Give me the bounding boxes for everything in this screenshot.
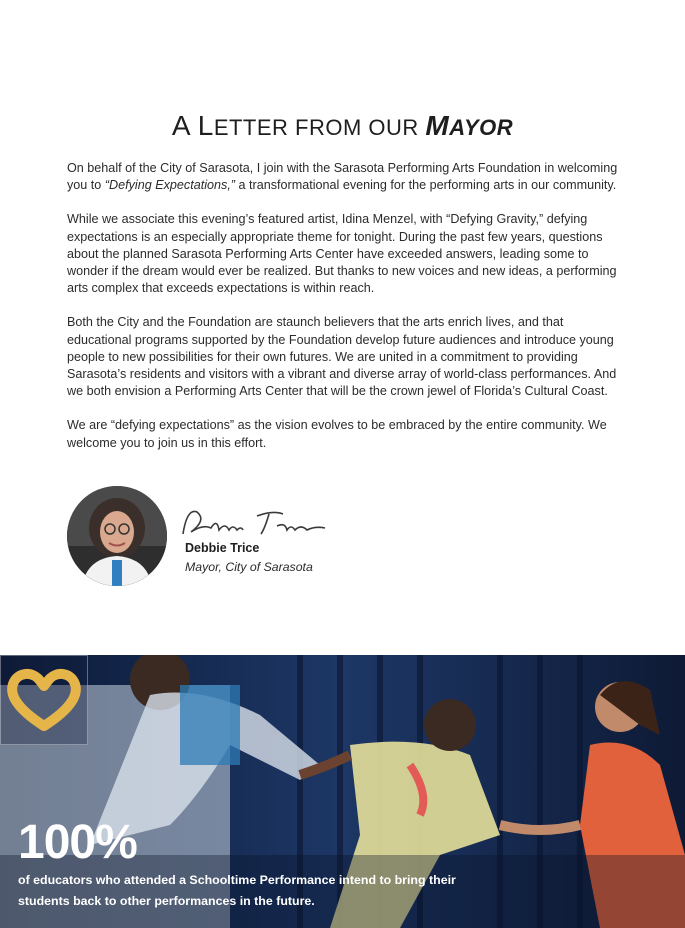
paragraph-1: On behalf of the City of Sarasota, I join with the Sarasota Performing Arts Foundation in welcoming you to “Defying Expectations,” a transformational evening for the performing arts in our community. [67,161,618,193]
mayor-portrait [67,486,167,586]
signature-name: Debbie Trice [185,541,260,555]
heart-icon [1,656,87,744]
signature-role: Mayor, City of Sarasota [185,560,313,574]
stat-description: of educators who attended a Schooltime Performance intend to bring their students back to other performances in the future. [18,873,456,908]
paragraph-3: Both the City and the Foundation are staunch believers that the arts enrich lives, and that educational programs supported by the Foundation develop future audiences and introduce young people to new possibilities for their own futures. We are united in a commitment to providing Sarasota’s residents and visitors with a vibrant and diverse array of world-class performances. And we both envision a Performing Arts Center that will be the crown jewel of Florida’s Cultural Coast. [67,315,617,399]
stat-number: 100% [18,816,137,869]
paragraph-2: While we associate this evening’s featured artist, Idina Menzel, with “Defying Gravity,” defying expectations is an especially appropriate theme for tonight. During the past few years, questions about the planned Sarasota Performing Arts Center have exceeded answers, leading some to wonder if the dream would ever be realized. But thanks to new voices and new ideas, a performing arts complex that exceeds expectations is within reach. [67,212,617,296]
signature-scribble [177,498,332,544]
heart-logo-box [0,655,88,745]
paragraph-4: We are “defying expectations” as the vision evolves to be embraced by the entire community. We welcome you to join us in this effort. [67,418,607,450]
page-title: A LETTER FROM OUR MAYOR [171,110,514,141]
letter-body [67,160,623,469]
